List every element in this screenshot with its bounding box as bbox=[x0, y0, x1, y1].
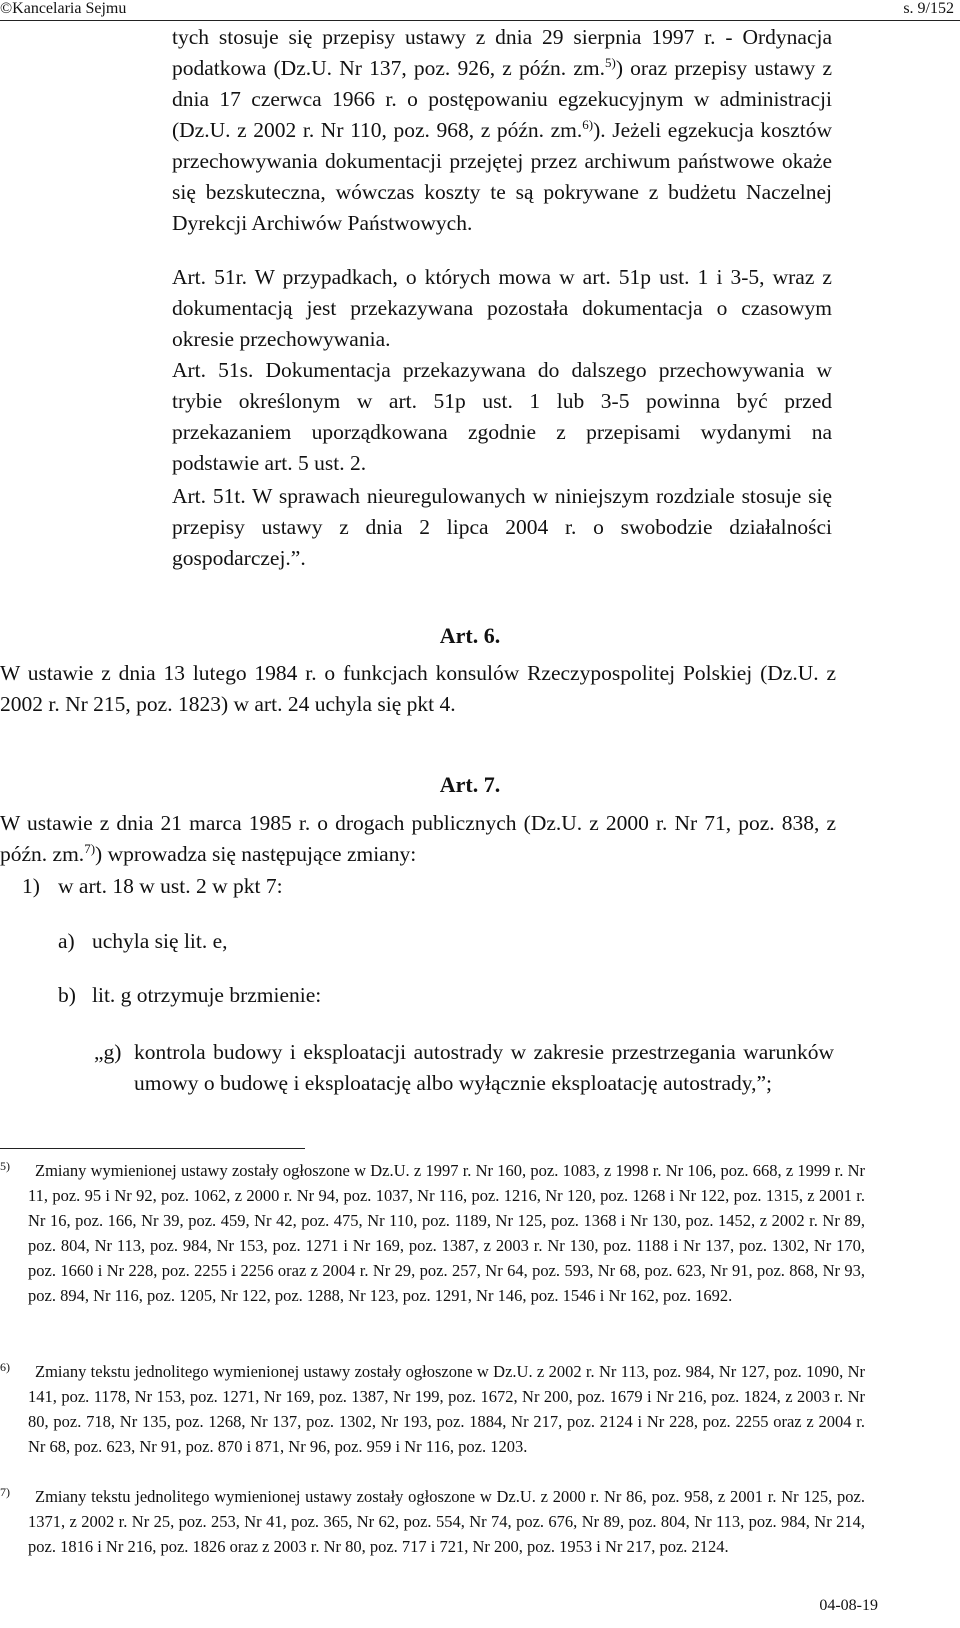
article-51r bbox=[172, 262, 832, 355]
article-51r-label: Art. 51r. bbox=[172, 265, 247, 289]
footnote-5-number: 5) bbox=[0, 1159, 10, 1173]
intro-text-1: tych stosuje się przepisy ustawy z dnia 29 sierpnia 1997 r. - Ordynacja podatkowa (Dz.U. Nr 137, poz. 926, z późn. zm. bbox=[172, 25, 832, 80]
footnote-7 bbox=[0, 1484, 865, 1559]
item-a-text: uchyla się lit. e, bbox=[92, 929, 228, 953]
item-1-text: w art. 18 w ust. 2 w pkt 7: bbox=[58, 874, 283, 898]
footnote-5-text: Zmiany wymienionej ustawy zostały ogłoszone w Dz.U. z 1997 r. Nr 160, poz. 1083, z 1998 r. Nr 106, poz. 668, z 1999 r. Nr 11, poz. 95 i Nr 92, poz. 1062, z 2000 r. Nr 94, poz. 1037, Nr 116, poz. 1216, Nr 120, poz. 1268 i Nr 122, poz. 1315, z 2001 r. Nr 16, poz. 166, Nr 39, poz. 459, Nr 42, poz. 475, Nr 110, poz. 1189, Nr 125, poz. 1368 i Nr 130, poz. 1452, z 2002 r. Nr 89, poz. 804, Nr 113, poz. 984, Nr 153, poz. 1271 i Nr 169, poz. 1387, z 2003 r. Nr 130, poz. 1188 i Nr 137, poz. 1302, Nr 170, poz. 1660 i Nr 228, poz. 2255 i 2256 oraz z 2004 r. Nr 29, poz. 257, Nr 64, poz. 593, Nr 68, poz. 623, Nr 91, poz. 868, Nr 93, poz. 894, Nr 116, poz. 1205, Nr 122, poz. 1288, Nr 123, poz. 1291, Nr 146, poz. 1546 i Nr 162, poz. 1692. bbox=[28, 1161, 865, 1305]
article-6-text: W ustawie z dnia 13 lutego 1984 r. o funkcjach konsulów Rzeczypospolitej Polskiej (Dz.U. z 2002 r. Nr 215, poz. 1823) w art. 24 uchyla się pkt 4. bbox=[0, 661, 836, 716]
intro-text-2: ) oraz przepisy ustawy z dnia 17 czerwca 1966 r. o postępowaniu egzekucyjnym w administracji (Dz.U. z 2002 r. Nr 110, poz. 968, z późn. zm. bbox=[172, 56, 832, 142]
header-page-number: s. 9/152 bbox=[903, 0, 954, 17]
item-1-number: 1) bbox=[22, 874, 40, 898]
footnote-ref-7[interactable]: 7) bbox=[84, 841, 96, 856]
item-b-text: lit. g otrzymuje brzmienie: bbox=[92, 983, 322, 1007]
article-6-title: Art. 6. bbox=[439, 623, 501, 648]
intro-text-3: ). Jeżeli egzekucja kosztów przechowywania dokumentacji przejętej przez archiwum państwowe okaże się bezskuteczna, wówczas koszty te są pokrywane z budżetu Naczelnej Dyrekcji Archiwów Państwowych. bbox=[172, 118, 832, 235]
footer-date: 04-08-19 bbox=[819, 1597, 878, 1614]
article-51t-text: W sprawach nieuregulowanych w niniejszym rozdziale stosuje się przepisy ustawy z dnia 2 lipca 2004 r. o swobodzie działalności gospodarczej.”. bbox=[172, 484, 832, 570]
article-51t-label: Art. 51t. bbox=[172, 484, 246, 508]
footnote-separator bbox=[0, 1148, 305, 1149]
intro-paragraph bbox=[172, 22, 832, 239]
article-7-text-1: W ustawie z dnia 21 marca 1985 r. o drogach publicznych (Dz.U. z 2000 r. Nr 71, poz. 838, z późn. zm. bbox=[0, 811, 836, 866]
footnote-6-text: Zmiany tekstu jednolitego wymienionej ustawy zostały ogłoszone w Dz.U. z 2002 r. Nr 113, poz. 984, Nr 127, poz. 1090, Nr 141, poz. 1178, Nr 153, poz. 1271, Nr 169, poz. 1387, Nr 199, poz. 1672, Nr 200, poz. 1679 i Nr 216, poz. 1824, z 2003 r. Nr 80, poz. 718, Nr 135, poz. 1268, Nr 137, poz. 1302, Nr 193, poz. 1884, Nr 217, poz. 2124 i Nr 228, poz. 2255 oraz z 2004 r. Nr 68, poz. 623, Nr 91, poz. 870 i 871, Nr 96, poz. 959 i Nr 116, poz. 1203. bbox=[28, 1362, 865, 1456]
article-7-text-2: ) wprowadza się następujące zmiany: bbox=[95, 842, 417, 866]
footnote-6-number: 6) bbox=[0, 1360, 10, 1374]
item-a-number: a) bbox=[58, 929, 75, 953]
item-b-number: b) bbox=[58, 983, 76, 1007]
footnote-7-number: 7) bbox=[0, 1485, 10, 1499]
article-51s-label: Art. 51s. bbox=[172, 358, 254, 382]
footnote-ref-5[interactable]: 5) bbox=[604, 55, 616, 70]
article-7-intro bbox=[0, 808, 836, 870]
article-7-title: Art. 7. bbox=[439, 772, 501, 797]
article-51t bbox=[172, 481, 832, 574]
article-51r-text: W przypadkach, o których mowa w art. 51p ust. 1 i 3-5, wraz z dokumentacją jest przekazywana pozostała dokumentacja o czasowym okresie przechowywania. bbox=[172, 265, 832, 351]
header-rule bbox=[0, 20, 960, 21]
footnote-ref-6[interactable]: 6) bbox=[582, 117, 594, 132]
article-51s bbox=[172, 355, 832, 479]
item-g-number: „g) bbox=[94, 1040, 122, 1064]
article-51s-text: Dokumentacja przekazywana do dalszego przechowywania w trybie określonym w art. 51p ust. 1 lub 3-5 powinna być przed przekazaniem uporządkowana zgodnie z przepisami wydanymi na podstawie art. 5 ust. 2. bbox=[172, 358, 832, 475]
header-source: ©Kancelaria Sejmu bbox=[0, 0, 127, 17]
footnote-5 bbox=[0, 1158, 865, 1308]
footnote-6 bbox=[0, 1359, 865, 1459]
item-g-text: kontrola budowy i eksploatacji autostrady w zakresie przestrzegania warunków umowy o budowę i eksploatację albo wyłącznie eksploatację autostrady,”; bbox=[134, 1040, 834, 1095]
footnote-7-text: Zmiany tekstu jednolitego wymienionej ustawy zostały ogłoszone w Dz.U. z 2000 r. Nr 86, poz. 958, z 2001 r. Nr 125, poz. 1371, z 2002 r. Nr 25, poz. 253, Nr 41, poz. 365, Nr 62, poz. 554, Nr 74, poz. 676, Nr 89, poz. 804, Nr 113, poz. 984, Nr 214, poz. 1816 i Nr 216, poz. 1826 oraz z 2003 r. Nr 80, poz. 717 i 721, Nr 200, poz. 1953 i Nr 217, poz. 2124. bbox=[28, 1487, 865, 1556]
